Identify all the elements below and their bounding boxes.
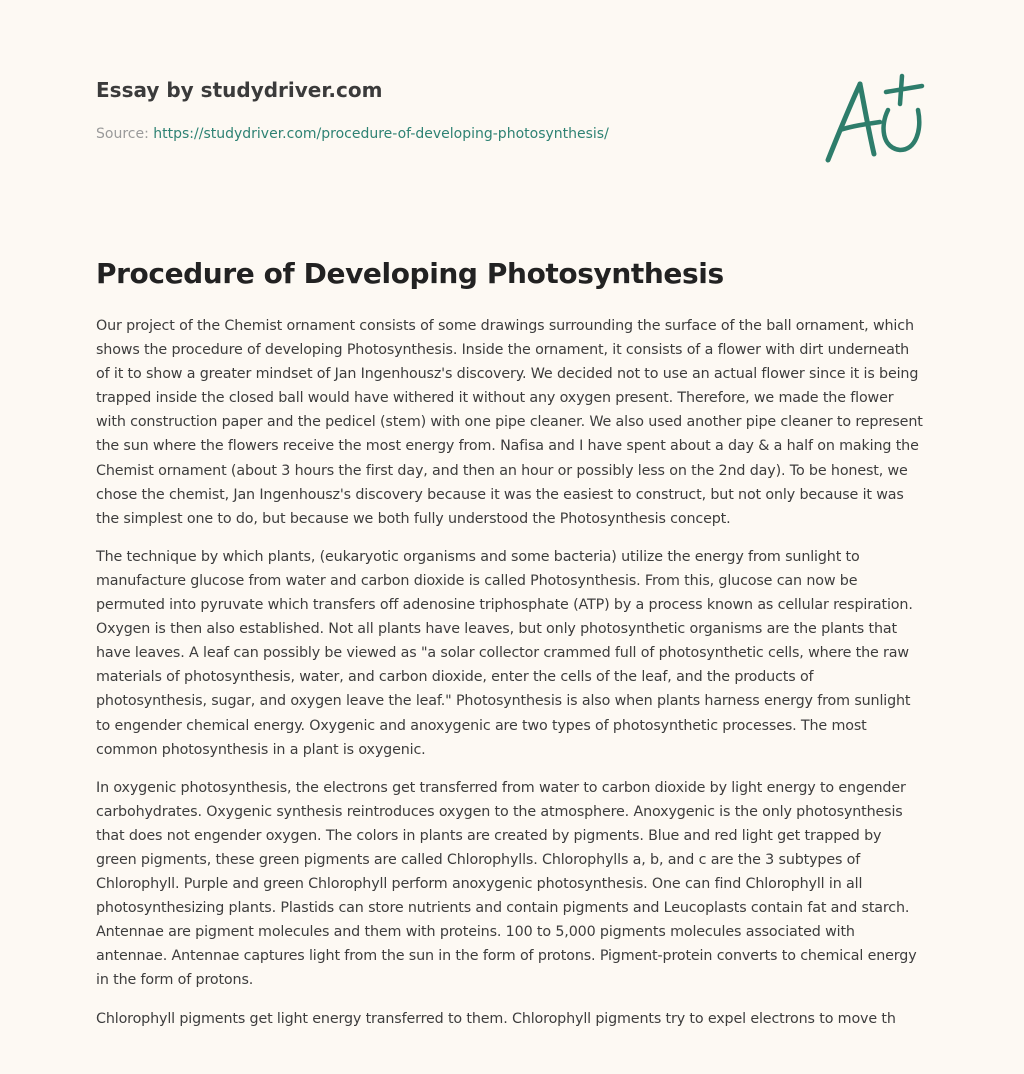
source-link[interactable]: https://studydriver.com/procedure-of-developing-photosynthesis/ xyxy=(153,126,609,142)
paragraph: Our project of the Chemist ornament consists of some drawings surrounding the surface of the ball ornament, which shows the procedure of developing Photosynthesis. Inside the ornament, it consists of a flower with dirt underneath of it to show a greater mindset of Jan Ingenhousz's discovery. We decided not to use an actual flower since it is being trapped inside the closed ball would have withered it without any oxygen present. Therefore, we made the flower with construction paper and the pedicel (stem) with one pipe cleaner. We also used another pipe cleaner to represent the sun where the flowers receive the most energy from. Nafisa and I have spent about a day & a half on making the Chemist ornament (about 3 hours the first day, and then an hour or possibly less on the 2nd day). To be honest, we chose the chemist, Jan Ingenhousz's discovery because it was the easiest to construct, but not only because it was the simplest one to do, but because we both fully understood the Photosynthesis concept. xyxy=(96,318,923,527)
paragraph: In oxygenic photosynthesis, the electrons get transferred from water to carbon dioxide by light energy to engender carbohydrates. Oxygenic synthesis reintroduces oxygen to the atmosphere. Anoxygenic is the only photosynthesis that does not engender oxygen. The colors in plants are created by pigments. Blue and red light get trapped by green pigments, these green pigments are called Chlorophylls. Chlorophylls a, b, and c are the 3 subtypes of Chlorophyll. Purple and green Chlorophyll perform anoxygenic photosynthesis. One can find Chlorophyll in all photosynthesizing plants. Plastids can store nutrients and contain pigments and Leucoplasts contain fat and starch. Antennae are pigment molecules and them with proteins. 100 to 5,000 pigments molecules associated with antennae. Antennae captures light from the sun in the form of protons. Pigment-protein converts to chemical energy in the form of protons. xyxy=(96,779,917,989)
source-label: Source: xyxy=(96,126,149,142)
essay-header xyxy=(96,76,796,144)
article-body xyxy=(96,314,926,1045)
paragraph: Chlorophyll pigments get light energy transferred to them. Chlorophyll pigments try to expel electrons to move th xyxy=(96,1010,896,1027)
brand-title: Essay by studydriver.com xyxy=(96,78,383,102)
paragraph: The technique by which plants, (eukaryotic organisms and some bacteria) utilize the energy from sunlight to manufacture glucose from water and carbon dioxide is called Photosynthesis. From this, glucose can now be permuted into pyruvate which transfers off adenosine triphosphate (ATP) by a process known as cellular respiration. Oxygen is then also established. Not all plants have leaves, but only photosynthetic organisms are the plants that have leaves. A leaf can possibly be viewed as "a solar collector crammed full of photosynthetic cells, where the raw materials of photosynthesis, water, and carbon dioxide, enter the cells of the leaf, and the products of photosynthesis, sugar, and oxygen leave the leaf." Photosynthesis is also when plants harness energy from sunlight to engender chemical energy. Oxygenic and anoxygenic are two types of photosynthetic processes. The most common photosynthesis in a plant is oxygenic. xyxy=(96,548,913,758)
source-line xyxy=(96,124,796,144)
a-plus-grade-icon xyxy=(822,70,928,166)
page-title: Procedure of Developing Photosynthesis xyxy=(96,257,724,290)
